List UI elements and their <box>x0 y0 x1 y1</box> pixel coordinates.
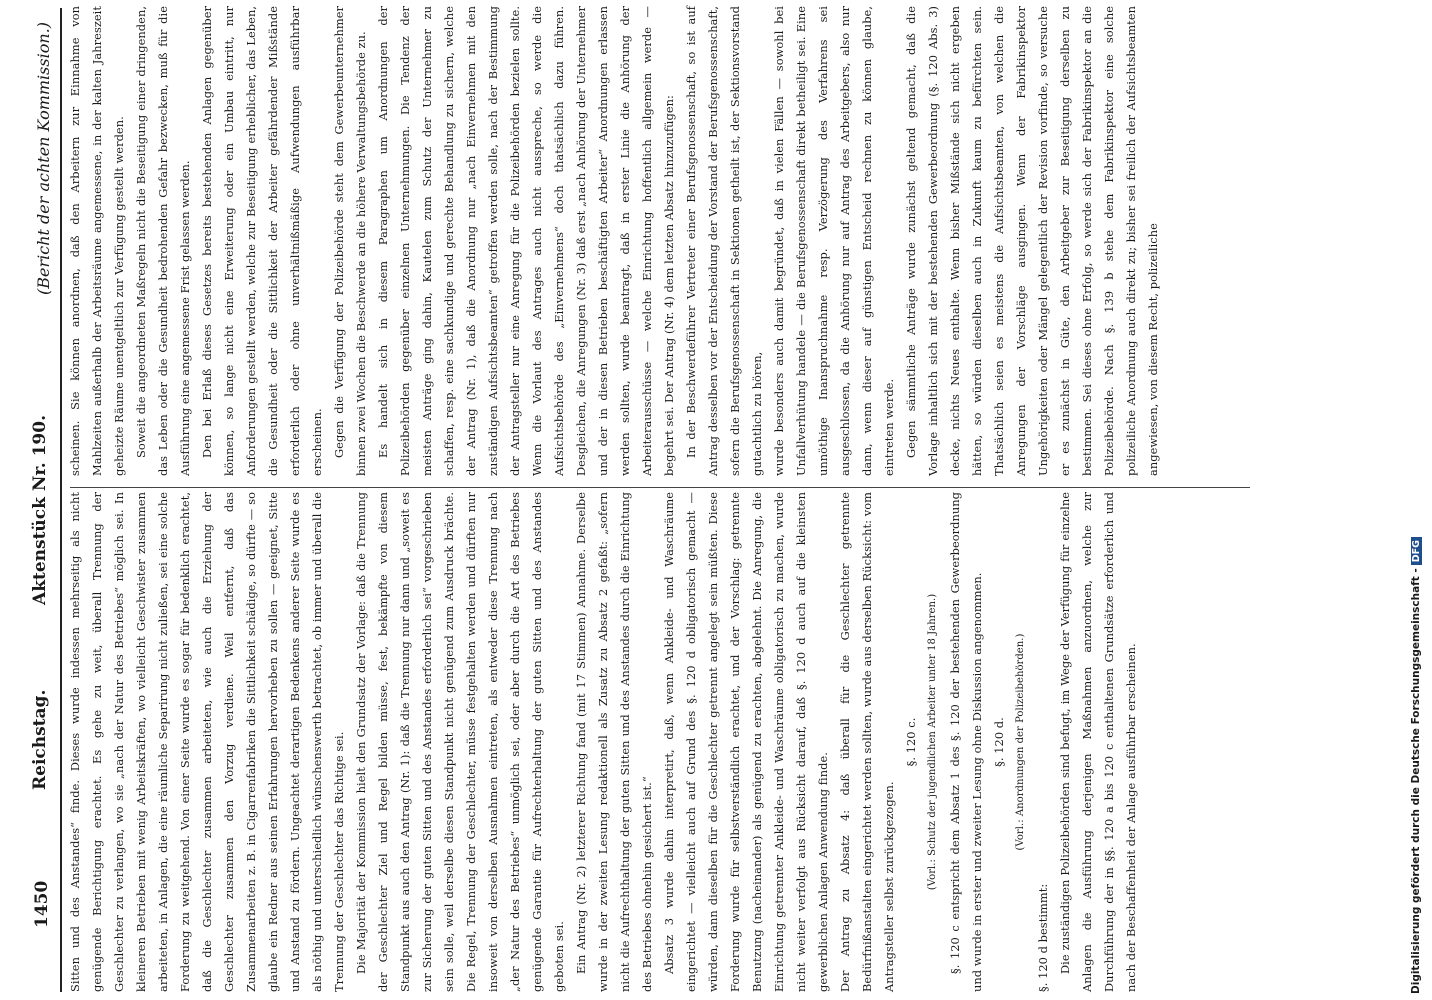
col-left-paragraph: Absatz 3 wurde dahin interpretirt, daß, wenn Ankleide- und Waschräume eingerichtet — vielleicht auch auf Grund des §. 120 d obligatorisch gemacht — würden, dann dieselben für die Geschlechter getrennt angelegt sein müßten. Diese Forderung wurde für selbstverständlich erachtet, und der Vorschlag: getrennte Benutzung (nacheinander) als genügend zu erachten, abgelehnt. Die Anregung, die Einrichtung getrennter Ankleide- und Waschräume obligatorisch zu machen, wurde nicht weiter verfolgt aus Rücksicht darauf, daß §. 120 d auch auf die kleinsten gewerblichen Anlagen Anwendung finde. <box>662 492 830 992</box>
sidebar-credit <box>1410 537 1422 994</box>
col-left-paragraph: (Vorl.: Anordnungen der Polizeibehörden.) <box>1015 633 1026 851</box>
col-left-paragraph: Die Majorität der Kommission hielt den Grundsatz der Vorlage: daß die Trennung der Geschlechter Ziel und Regel bilden müsse, fest, bekämpfte von diesem Standpunkt aus auch den Antrag (Nr. 1): daß die Trennung nur dann und „soweit es zur Sicherung der guten Sitten und des Anstandes erforderlich sei“ vorgeschrieben sein solle, weil derselbe diesen Standpunkt nicht genügend zum Ausdruck brächte. Die Regel, Trennung der Geschlechter, müsse festgehalten werden und dürften nur insoweit von derselben Ausnahmen eintreten, als entweder diese Trennung nach „der Natur des Betriebes“ unmöglich sei, oder aber durch die Art des Betriebes genügende Garantie für Aufrechterhaltung der guten Sitten und des Anstandes geboten sei. <box>354 492 566 992</box>
header-rule <box>60 8 62 992</box>
col-left-paragraph: Der Antrag zu Absatz 4: daß überall für die Geschlechter getrennte Bedürfnißanstalten eingerichtet werden sollten, wurde aus derselben Rücksicht: vom Antragsteller selbst zurückgezogen. <box>838 492 896 992</box>
col-right-paragraph: Gegen sämmtliche Anträge wurde zunächst geltend gemacht, daß die Vorlage inhaltlich sich mit der bestehenden Gewerbeordnung (§. 120 Abs. 3) decke, nichts Neues enthalte. Wenn bisher Mißstände sich nicht ergeben hätten, so würden dieselben auch in Zukunft kaum zu befürchten sein. Thatsächlich seien es meistens die Aufsichtsbeamten, von welchen die Anregungen der Vorschläge ausgingen. Wenn der Fabrikinspektor Ungehörigkeiten oder Mängel gelegentlich der Revision vorfinde, so versuche er es zunächst in Güte, den Arbeitgeber zur Beseitigung derselben zu bestimmen. Sei dieses ohne Erfolg, so werde sich der Fabrikinspektor an die Polizeibehörde. Nach §. 139 b stehe dem Fabrikinspektor eine solche polizeiliche Anordnung auch direkt zu; bisher sei freilich der Aufsichtsbeamten angewiesen, von diesem Recht, polizeiliche <box>904 6 1160 476</box>
col-right-paragraph: Soweit die angeordneten Maßregeln nicht die Beseitigung einer dringenden, das Leben oder die Gesundheit bedrohenden Gefahr bezwecken, muß für die Ausführung eine angemessene Frist gelassen werden. <box>134 6 192 476</box>
header-center-title: Aktenstück Nr. 190. <box>30 414 50 605</box>
header-left-title: Reichstag. <box>30 689 50 790</box>
right-column-text <box>64 6 1164 476</box>
col-left-paragraph: §. 120 c. <box>904 717 918 767</box>
col-right-paragraph: In der Beschwerdeführer Vertreter einer Berufsgenossenschaft, so ist auf Antrag desselben vor der Entscheidung der Vorstand der Berufsgenossenschaft, sofern die Berufsgenossenschaft in Sektionen getheilt ist, der Sektionsvorstand gutachtlich zu hören, <box>684 6 764 476</box>
col-left-paragraph: §. 120 c entspricht dem Absatz 1 des §. 120 der bestehenden Gewerbeordnung und wurde in erster und zweiter Lesung ohne Diskussion angenommen. <box>948 492 984 992</box>
column-divider <box>70 487 1250 488</box>
sidebar-credit-text: Digitalisierung gefördert durch die Deutsche Forschungsgemeinschaft - <box>1410 568 1422 994</box>
col-right-paragraph: Es handelt sich in diesem Paragraphen um Anordnungen der Polizeibehörden gegenüber einzelnen Unternehmungen. Die Tendenz der meisten Anträge ging dahin, Kautelen zum Schutz der Unternehmer zu schaffen, resp. eine sachkundige und gerechte Behandlung zu sichern, welche der Antrag (Nr. 1), daß die Anordnung nur „nach Einvernehmen mit den zuständigen Aufsichtsbeamten“ getroffen werden solle, nach der Bestimmung der Antragsteller nur eine Anregung für die Polizeibehörden bezielen sollte. Wenn die Vorlaut des Antrages auch nicht ausspreche, so werde die Aufsichtsbehörde des „Einvernehmens“ doch thatsächlich dazu führen. Desgleichen, die Anregungen (Nr. 3) daß erst „nach Anhörung der Unternehmer und der in diesen Betrieben beschäftigten Arbeiter“ Anordnungen erlassen werden sollten, wurde beantragt, daß in erster Linie die Anhörung der Arbeiterausschüsse — welche Einrichtung hoffentlich allgemein werde — begehrt sei. Der Antrag (Nr. 4) dem letzten Absatz hinzuzufügen: <box>376 6 676 476</box>
dfg-logo: DFG <box>1411 537 1422 565</box>
left-column <box>64 492 1274 992</box>
col-right-paragraph: scheinen. Sie können anordnen, daß den Arbeitern zur Einnahme von Mahlzeiten außerhalb der Arbeitsräume angemessene, in der kalten Jahreszeit geheizte Räume unentgeltlich zur Verfügung gestellt werden. <box>68 6 126 476</box>
col-right-paragraph: Gegen die Verfügung der Polizeibehörde steht dem Gewerbeunternehmer binnen zwei Wochen die Beschwerde an die höhere Verwaltungsbehörde zu. <box>332 6 368 476</box>
page-number: 1450 <box>32 880 52 928</box>
col-left-paragraph: Die zuständigen Polizeibehörden sind befugt, im Wege der Verfügung für einzelne Anlagen die Ausführung derjenigen Maßnahmen anzuordnen, welche zur Durchführung der in §§. 120 a bis 120 c enthaltenen Grundsätze erforderlich und nach der Beschaffenheit der Anlage ausführbar erscheinen. <box>1058 492 1138 992</box>
col-left-paragraph: Ein Antrag (Nr. 2) letzterer Richtung fand (mit 17 Stimmen) Annahme. Derselbe wurde in der zweiten Lesung redaktionell als Zusatz zu Absatz 2 gefaßt: „sofern nicht die Aufrechthaltung der guten Sitten und des Anstandes durch die Einrichtung des Betriebes ohnehin gesichert ist.“ <box>574 492 654 992</box>
col-left-paragraph: §. 120 d. <box>992 717 1006 767</box>
right-column <box>64 6 1404 476</box>
col-left-paragraph: (Vorl.: Schutz der jugendlichen Arbeiter unter 18 Jahren.) <box>927 593 938 891</box>
col-right-paragraph: Den bei Erlaß dieses Gesetzes bereits bestehenden Anlagen gegenüber können, so lange nicht eine Erweiterung oder ein Umbau eintritt, nur Anforderungen gestellt werden, welche zur Beseitigung erheblicher, das Leben, die Gesundheit oder die Sittlichkeit der Arbeiter gefährdender Mißstände erforderlich oder ohne unverhältnißmäßige Aufwendungen ausführbar erscheinen. <box>200 6 324 476</box>
col-left-paragraph: §. 120 d bestimmt: <box>1036 883 1050 992</box>
left-column-text <box>64 492 1142 992</box>
header-right-title: (Bericht der achten Kommission.) <box>34 22 53 295</box>
col-left-paragraph: Sitten und des Anstandes“ finde. Dieses wurde indessen mehrseitig als nicht genügende Berichtigung erachtet. Es gehe zu weit, überall Trennung der Geschlechter zu verlangen, wo sie „nach der Natur des Betriebes“ möglich sei. In kleineren Betrieben mit wenig Arbeitskräften, wo vielleicht Geschwister zusammen arbeiteten, in Anlagen, die eine räumliche Separirung nicht zuließen, sei eine solche Forderung zu weitgehend. Von einer Seite wurde es sogar für bedenklich erachtet, daß die Geschlechter zusammen arbeiteten, wie auch die Erziehung der Geschlechter zusammen den Vorzug verdiene. Weil entfernt, daß das Zusammenarbeiten z. B. in Cigarrenfabriken die Sittlichkeit schädige, so dürfte — so glaube ein Redner aus seinen Erfahrungen hervorheben zu sollen — geeignet, Sitte und Anstand zu fördern. Ungeachtet derartigen Bedenkens anderer Seite wurde es als nöthig und unterschiedlich wünschenswerth betrachtet, ob immer und überall die Trennung der Geschlechter das Richtige sei. <box>68 492 346 992</box>
col-right-paragraph: wurde besonders auch damit begründet, daß in vielen Fällen — sowohl bei Unfallverhütung handele — die Berufsgenossenschaft direkt betheiligt sei. Eine unnöthige Inanspruchnahme resp. Verzögerung des Verfahrens sei ausgeschlossen, da die Anhörung nur auf Antrag des Arbeitgebers, also nur dann, wenn dieser auf günstigen Entscheid rechnen zu können glaube, eintreten werde. <box>772 6 896 476</box>
